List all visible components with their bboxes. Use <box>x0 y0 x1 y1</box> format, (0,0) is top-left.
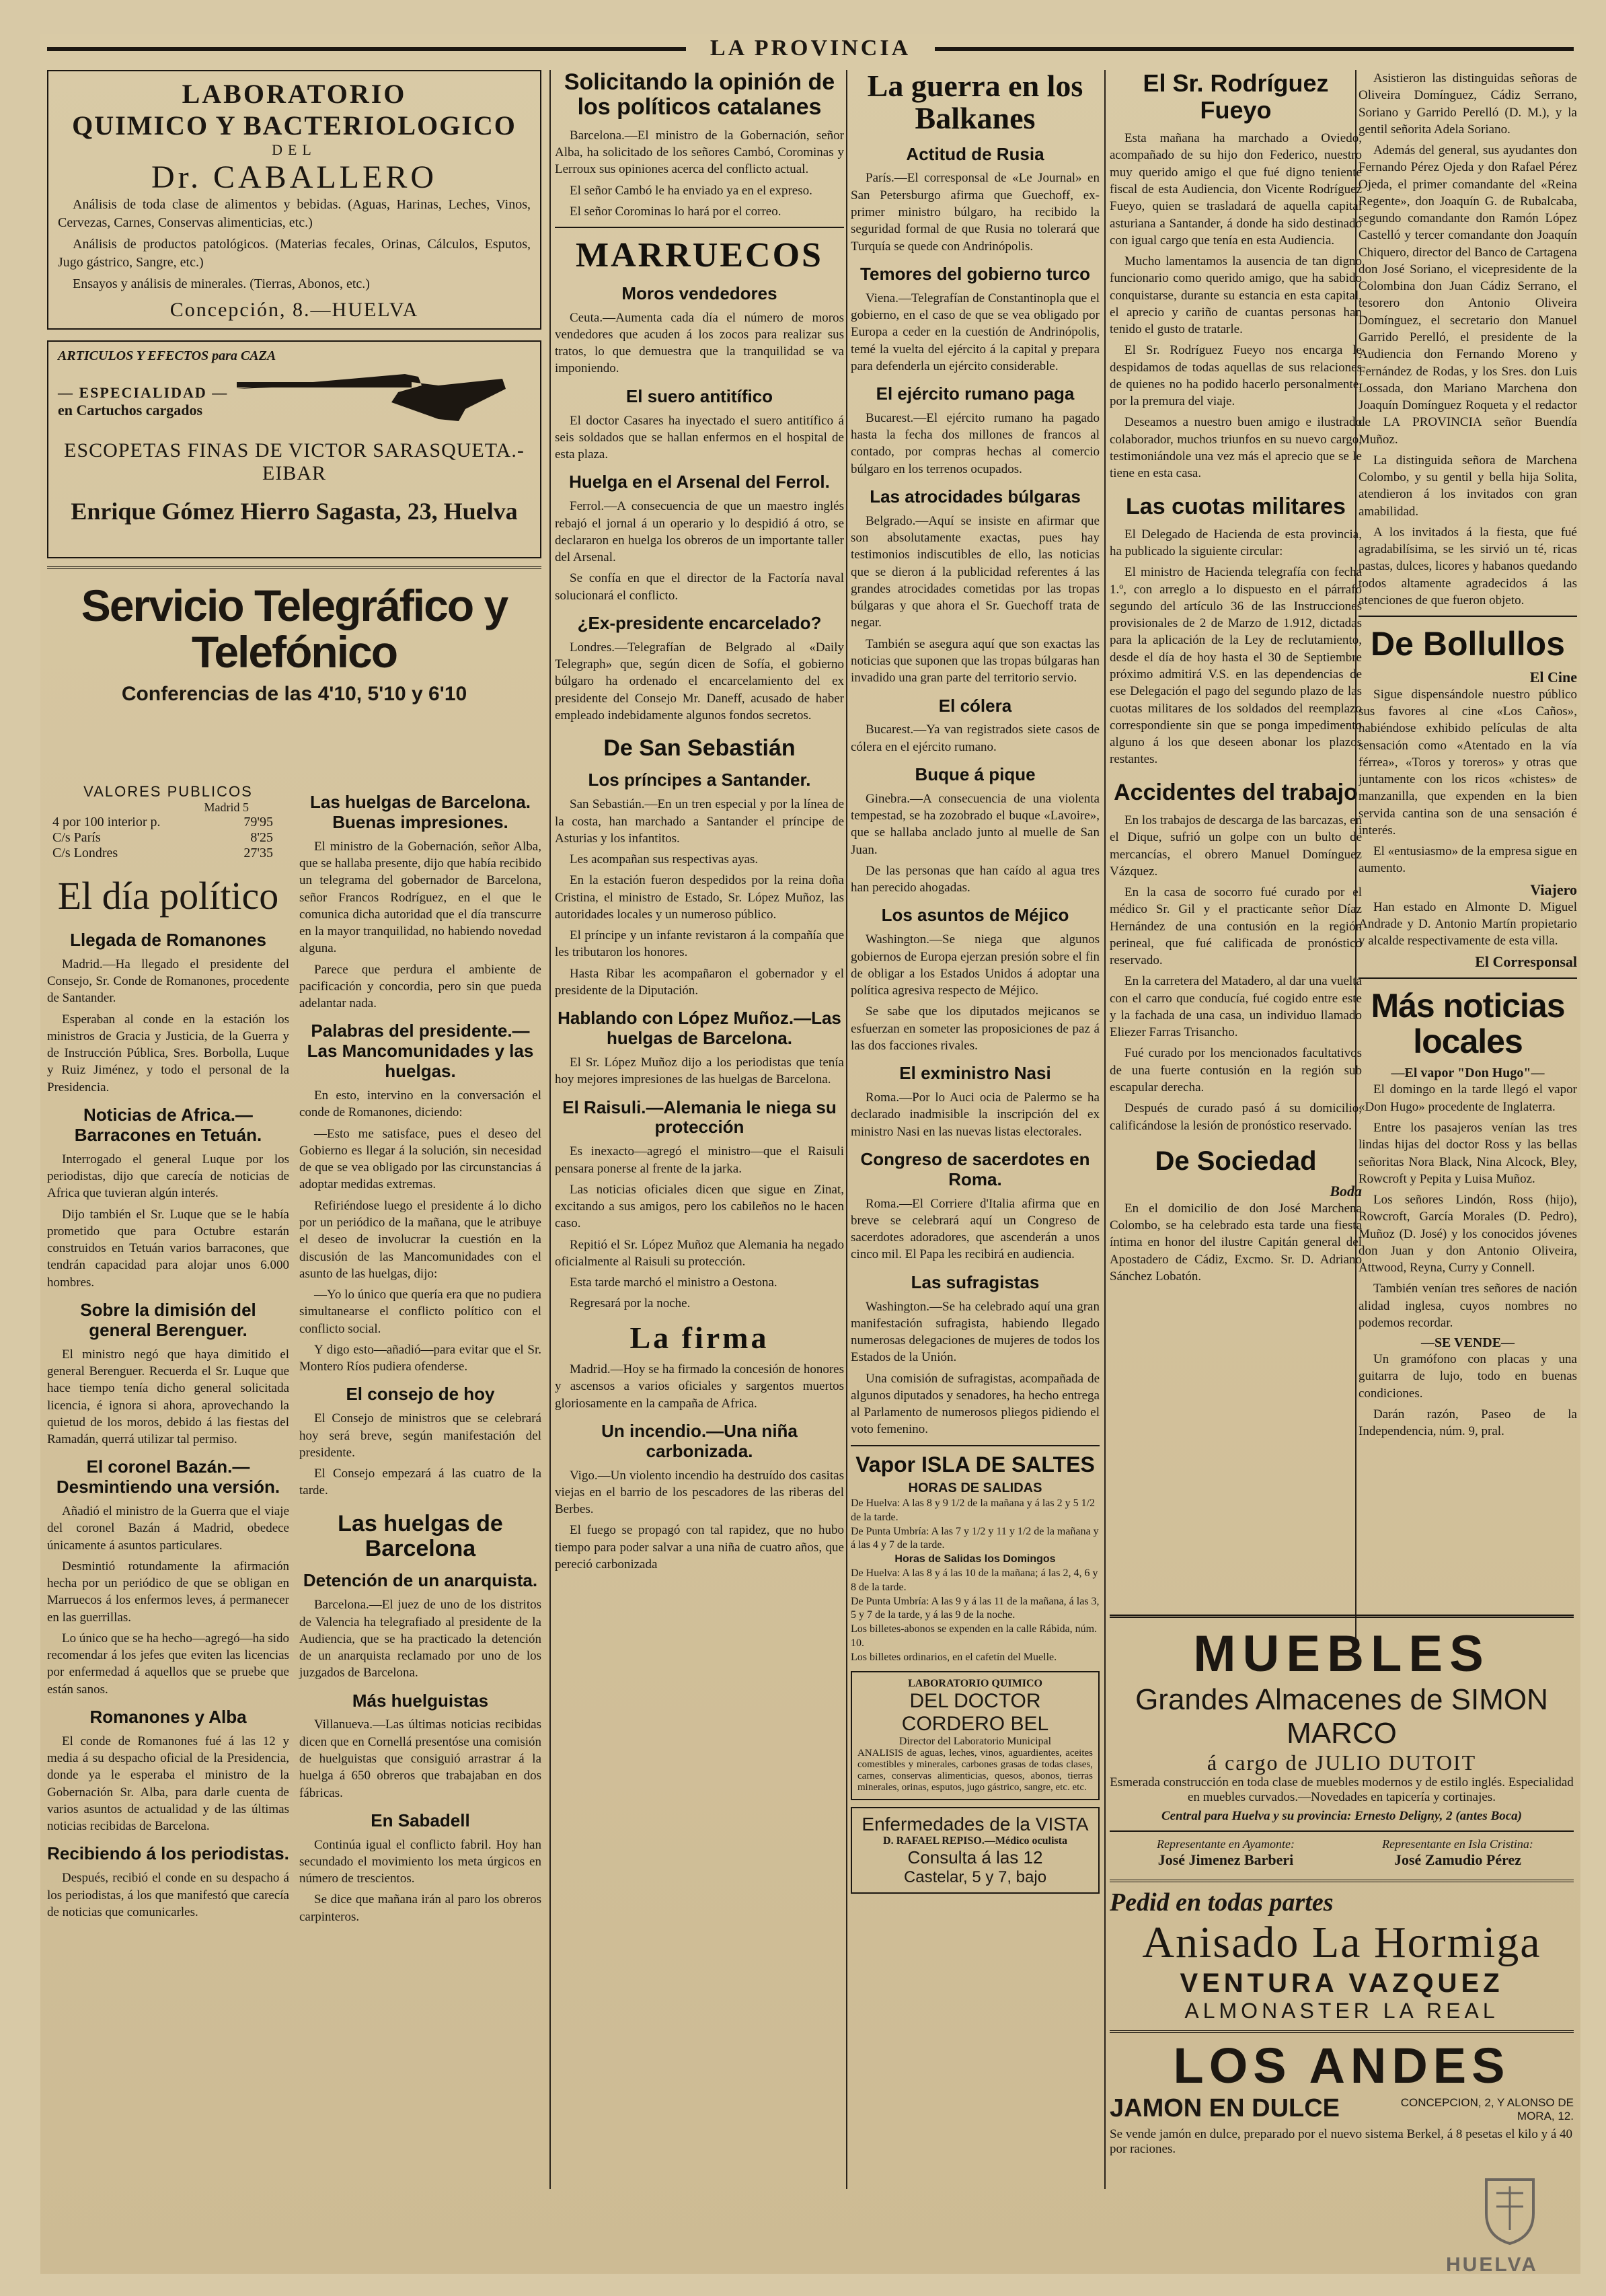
article-text: El señor Corominas lo hará por el correo. <box>570 204 781 219</box>
headline: Las sufragistas <box>911 1271 1040 1292</box>
anisado-pedid: Pedid en todas partes <box>1110 1888 1334 1917</box>
headline: Más noticias locales <box>1371 987 1565 1060</box>
headline: Moros vendedores <box>621 283 777 303</box>
hunting-ad-line1: ARTICULOS Y EFECTOS para CAZA <box>58 348 276 363</box>
subheadline: —El vapor "Don Hugo"— <box>1391 1066 1545 1081</box>
headline: Los príncipes a Santander. <box>588 770 811 790</box>
article-text: El Delegado de Hacienda de esta provincia, ha publicado la siguiente circular: <box>1110 527 1362 559</box>
article-text: El Sr. Rodríguez Fueyo nos encarga le despidamos de todas aquellas de sus relaciones de quienes no ha podido hacerlo personalmente, por la premura del viaje. <box>1110 343 1362 409</box>
ferry-schedule-title: HORAS DE SALIDAS <box>908 1480 1042 1495</box>
ferry-schedule-line: Los billetes-abonos se expenden en la calle Rábida, núm. 10. <box>851 1623 1098 1649</box>
headline: El Raisuli.—Alemania le niega su protección <box>562 1097 837 1138</box>
signature: El Corresponsal <box>1475 953 1577 971</box>
muebles-almacenes: Grandes Almacenes de SIMON MARCO <box>1135 1683 1548 1750</box>
article-text: Washington.—Se ha celebrado aquí una gran manifestación sufragista, habiendo llegado numerosas delegaciones de mujeres de todos los Estados de la Unión. <box>851 1299 1100 1365</box>
headline: El coronel Bazán.—Desmintiendo una versión. <box>56 1456 280 1497</box>
article-text: El ministro negó que haya dimitido el general Berenguer. Recuerda el Sr. Luque que hace tiempo tenía dicho general solicitada licencia, é ignora si ahora, aprovechando la quietud de los moros, debido á las fiestas del Ramadán, querrá utilizar tal permiso. <box>47 1347 289 1447</box>
article-text: En la casa de socorro fué curado por el médico Sr. Gil y el practicante señor Díaz Hernández de una contusión en la región perineal, que fué calificada de pronóstico reservado. <box>1110 885 1362 968</box>
rep-name: José Jimenez Barberi <box>1157 1851 1294 1868</box>
anisado-ad <box>1110 1880 1574 2024</box>
article-text: Esperaban al conde en la estación los ministros de Gracia y Justicia, de la Guerra y de Instrucción Pública, Sres. Borbolla, Luque y Ruiz Jiménez, y todo el personal de la Presidencia. <box>47 1012 289 1095</box>
headline: Un incendio.—Una niña carbonizada. <box>601 1420 798 1461</box>
article-text: Madrid.—Hoy se ha firmado la concesión de honores y ascensos a varios oficiales y sargentos muertos gloriosamente en la campaña de Africa. <box>555 1362 844 1411</box>
article-text: El señor Cambó le ha enviado ya en el expreso. <box>570 183 812 198</box>
article-text: Desmintió rotundamente la afirmación hecha por un periódico de que se obligan en Marruecos á los enfermos leves, á permanecer en las guerrillas. <box>47 1559 289 1625</box>
valores-value: 8'25 <box>250 830 273 845</box>
article-text: En esto, intervino en la conversación el conde de Romanones, diciendo: <box>299 1088 541 1120</box>
article-text: Vigo.—Un violento incendio ha destruído dos casitas viejas en el barrio de los pescadores de las riberas del Berbes. <box>555 1468 844 1517</box>
headline: Actitud de Rusia <box>906 143 1044 164</box>
headline: Las huelgas de Barcelona. Buenas impresiones. <box>309 792 531 832</box>
article-text: A los invitados á la fiesta, que fué agradabilísima, se les sirvió un té, ricas pastas, dulces, licores y habanos quedando todos altamente agradecidos á las atenciones de que fueron objeto. <box>1359 525 1577 607</box>
headline: Hablando con López Muñoz.—Las huelgas de Barcelona. <box>558 1008 841 1049</box>
lab-ad-line1: LABORATORIO <box>182 79 407 109</box>
watermark: HUELVA <box>1446 2254 1538 2276</box>
article-text: Fué curado por los mencionados facultativos de una fuerte contusión en la región sub escapular derecha. <box>1110 1046 1362 1095</box>
headline: De Bollullos <box>1371 625 1565 663</box>
article-text: Parece que perdura el ambiente de pacificación y concordia, pero sin que pueda adelantar nada. <box>299 962 541 1011</box>
cordero-title1: LABORATORIO QUIMICO <box>908 1678 1042 1690</box>
article-text: Ginebra.—A consecuencia de una violenta tempestad, se ha zozobrado el buque «Lavoire», que se hallaba anclado junto al muelle de San Juan. <box>851 791 1100 857</box>
article-text: Es inexacto—agregó el ministro—que el Raisuli pensara ponerse al frente de la jarka. <box>555 1144 844 1176</box>
article-text: Madrid.—Ha llegado el presidente del Consejo, Sr. Conde de Romanones, procedente de Santander. <box>47 957 289 1006</box>
rep-ayamonte <box>1110 1837 1342 1869</box>
hunting-ad-cartuchos: en Cartuchos cargados <box>58 401 203 418</box>
article-text: Bucarest.—Ya van registrados siete casos de cólera en el ejército rumano. <box>851 723 1100 754</box>
headline: Las huelgas de Barcelona <box>338 1510 503 1561</box>
headline: Solicitando la opinión de los políticos catalanes <box>564 70 835 120</box>
article-text: Sigue dispensándole nuestro público sus favores al cine «Los Caños», habiéndose exhibido películas de alta sensación como «Atentado en la vía férrea», «Toros y toreros» y otras que juntamente con los ricos «chistes» de manzanilla, que expenden en la bien servida cantina son de una sensación é interés. <box>1359 687 1577 838</box>
telegraph-subtitle: Conferencias de las 4'10, 5'10 y 6'10 <box>121 682 467 705</box>
article-text: Se confía en que el director de la Factoría naval solucionará el conflicto. <box>555 571 844 603</box>
muebles-ad <box>1110 1615 1574 1869</box>
article-text: Refiriéndose luego el presidente á lo dicho por un periódico de la mañana, que le atribuye el deseo de involucrar la cuestión en la discusión de las Mancomunidades con el asunto de las huelgas, dijo: <box>299 1198 541 1281</box>
article-text: Deseamos a nuestro buen amigo e ilustrado colaborador, muchos triunfos en su nuevo cargo, testimoniándole una vez más el aprecio que se le tiene en esta casa. <box>1110 415 1362 481</box>
article-text: En el domicilio de don José Marchena Colombo, se ha celebrado esta tarde una fiesta íntima en honor del ilustre Capitán general del Apostadero de Cádiz, Excmo. Sr. D. Adriano Sánchez Lobatón. <box>1110 1201 1362 1284</box>
headline: Las cuotas militares <box>1126 493 1346 519</box>
article-text: —Yo lo único que quería era que no pudiera simultanearse el conflicto político con el conflicto social. <box>299 1288 541 1336</box>
article-text: El «entusiasmo» de la empresa sigue en aumento. <box>1359 844 1577 876</box>
laboratory-ad <box>47 70 541 330</box>
article-text: El ministro de la Gobernación, señor Alba, que se hallaba presente, dijo que había recibido un telegrama del gobernador de Barcelona, señor Francos Rodríguez, en el que le comunica dicha autoridad que el día transcurre en la mayor tranquilidad, no habiendo novedad alguna. <box>299 839 541 956</box>
ferry-schedule-line: De Punta Umbría: A las 9 y á las 11 de la mañana, á las 3, 5 y 7 de la tarde, y á las 9 de la noche. <box>851 1595 1100 1621</box>
vista-address: Castelar, 5 y 7, bajo <box>903 1868 1047 1887</box>
headline: De Sociedad <box>1155 1146 1317 1176</box>
headline: ¿Ex-presidente encarcelado? <box>577 612 822 633</box>
masthead-title: LA PROVINCIA <box>710 36 911 61</box>
muebles-title: MUEBLES <box>1193 1625 1490 1682</box>
subheadline: —SE VENDE— <box>1420 1335 1515 1351</box>
article-text: Repitió el Sr. López Muñoz que Alemania ha negado oficialmente al Raisuli su protección. <box>555 1237 844 1269</box>
valores-row <box>47 815 289 830</box>
headline: Recibiendo á los periodistas. <box>47 1843 289 1864</box>
article-text: El Consejo empezará á las cuatro de la tarde. <box>299 1467 541 1498</box>
column-5 <box>1359 70 1577 1610</box>
andes-text: Se vende jamón en dulce, preparado por el nuevo sistema Berkel, á 8 pesetas el kilo y á 40 por raciones. <box>1110 2127 1572 2156</box>
article-text: Mucho lamentamos la ausencia de tan digno funcionario como querido amigo, que ha sabido conquistarse, durante su estancia en esta capital, el aprecio y cariño de cuantas personas han tenido el gusto de tratarle. <box>1110 254 1362 337</box>
article-text: Los señores Lindón, Ross (hijo), Rowcroft, García Morales (D. Pedro), Muñoz (D. José) y los conocidos jóvenes don Juan y don Antonio Oliveira, Attwood, Reyna, Curry y Connell. <box>1359 1193 1577 1275</box>
headline: El Sr. Rodríguez Fueyo <box>1143 70 1329 124</box>
vista-ad <box>851 1807 1100 1894</box>
article-text: Se sabe que los diputados mejicanos se esfuerzan en someter las proposiciones de paz á las dos facciones rivales. <box>851 1004 1100 1053</box>
headline: El exministro Nasi <box>899 1063 1051 1084</box>
article-text: Después, recibió el conde en su despacho á los periodistas, á los que manifestó que carecía de noticias que comunicarles. <box>47 1871 289 1919</box>
headline: Sobre la dimisión del general Berenguer. <box>80 1299 256 1340</box>
article-text: De las personas que han caído al agua tres han perecido ahogadas. <box>851 863 1100 895</box>
headline: El suero antitífico <box>625 385 773 406</box>
ferry-schedule <box>851 1479 1100 1665</box>
article-text: San Sebastián.—En un tren especial y por la línea de la costa, han marchado a Santander el príncipe de Asturias y los infantitos. <box>555 797 844 846</box>
headline: Detención de un anarquista. <box>303 1570 538 1591</box>
telegraph-title: Servicio Telegráfico y Telefónico <box>81 580 508 677</box>
ferry-schedule-line: De Punta Umbría: A las 7 y 1/2 y 11 y 1/2 de la mañana y á las 4 y 7 de la tarde. <box>851 1525 1099 1551</box>
article-text: El doctor Casares ha inyectado el suero antitífico á seis soldados que se hallan enfermos en el hospital de esta plaza. <box>555 413 844 462</box>
ferry-ad-title: Vapor ISLA DE SALTES <box>855 1452 1095 1477</box>
dia-politico-title: El día político <box>57 874 279 918</box>
shotgun-icon <box>237 362 506 422</box>
article-text: Las noticias oficiales dicen que sigue en Zinat, excitando a sus amigos, pero los cabileños no le hacen caso. <box>555 1182 844 1231</box>
section-rule <box>1359 616 1577 617</box>
article-text: Viena.—Telegrafían de Constantinopla que el gobierno, en el caso de que se vea obligado por Europa a ceder en la cuestión de Andrinópolis, temé la vuelta del ejército á la capital y prepara para defenderla un ejército considerable. <box>851 291 1100 373</box>
article-text: Esta mañana ha marchado a Oviedo, acompañado de su hijo don Federico, nuestro muy querido amigo el que fué digno teniente fiscal de esta Audiencia, don Vicente Rodríguez Fueyo, quien se trasladará de aquella capital asturiana a Santander, á donde ha sido destinado con igual cargo que tenía en esta Audiencia. <box>1110 131 1362 248</box>
lab-ad-address: Concepción, 8.—HUELVA <box>169 298 419 321</box>
cordero-sub: Director del Laboratorio Municipal <box>898 1736 1052 1748</box>
muebles-cargo: á cargo de JULIO DUTOIT <box>1207 1750 1477 1775</box>
section-rule <box>47 566 541 569</box>
article-text: Belgrado.—Aquí se insiste en afirmar que son absolutamente exactas, pues hay testimonios indiscutibles de ello, las noticias que se dieron á la publicidad referentes á las grandes atrocidades cometidas por las tropas búlgaras y que ahora el Sr. Guechoff trata de negar. <box>851 513 1100 630</box>
muebles-representatives <box>1110 1830 1574 1869</box>
cordero-lab-ad <box>851 1671 1100 1800</box>
headline: Congreso de sacerdotes en Roma. <box>860 1148 1090 1189</box>
valores-row <box>47 830 289 846</box>
article-text: Villanueva.—Las últimas noticias recibidas dicen que en Cornellá presentóse una comisión de huelguistas que consiguió arrastrar á la huelga á 650 obreros que trabajaban en dos fábricas. <box>299 1717 541 1800</box>
ferry-schedule-line: De Huelva: A las 8 y 9 1/2 de la mañana y á las 2 y 5 1/2 de la tarde. <box>851 1497 1096 1523</box>
headline: El ejército rumano paga <box>876 383 1075 404</box>
article-text: El conde de Romanones fué á las 12 y media á su despacho oficial de la Presidencia, donde ya le esperaba el ministro de la Gobernación Sr. Alba, para darle cuenta de varios asuntos de actualidad y de las últimas noticias recibidas de Barcelona. <box>47 1734 289 1834</box>
article-text: Barcelona.—El juez de uno de los distritos de Valencia ha telegrafiado al presidente de la Audiencia, que se ha practicado la detención de un anarquista reclamado por uno de los juzgados de Barcelona. <box>299 1598 541 1680</box>
headline: Buque á pique <box>915 764 1036 784</box>
headline: En Sabadell <box>371 1810 470 1830</box>
valores-row <box>47 846 289 861</box>
section-rule <box>1359 977 1577 979</box>
valores-value: 27'35 <box>243 846 273 860</box>
lab-ad-line2: QUIMICO Y BACTERIOLOGICO <box>72 110 517 141</box>
bottom-ads <box>1110 1615 1574 2157</box>
column-rule <box>549 70 551 2189</box>
andes-row <box>1110 2094 1574 2123</box>
article-text: Roma.—Por lo Auci ocia de Palermo se ha declarado inadmisible la inscripción del ex ministro Nasi en las nuevas listas electorales. <box>851 1090 1100 1139</box>
anisado-ventura: VENTURA VAZQUEZ <box>1180 1968 1504 1998</box>
ferry-schedule-line: De Huelva: A las 8 y á las 10 de la mañana; á las 2, 4, 6 y 8 de la tarde. <box>851 1567 1098 1593</box>
column-1-left <box>47 783 289 1925</box>
article-text: El príncipe y un infante revistaron á la compañía que les tributaron los honores. <box>555 928 844 960</box>
article-text: Entre los pasajeros venían las tres lindas hijas del doctor Ross y las bellas señoritas Nora Black, Nina Alcock, Bley, Rowcroft y Pepita y Luisa Muñoz. <box>1359 1120 1577 1186</box>
andes-title: LOS ANDES <box>1173 2038 1511 2094</box>
article-text: Bucarest.—El ejército rumano ha pagado hasta la fecha dos millones de francos al contado, por compras hechas al comercio búlgaro en los terrenos ocupados. <box>851 410 1100 476</box>
article-text: Han estado en Almonte D. Miguel Andrade y D. Antonio Martín propietario y alcalde respectivamente de esta villa. <box>1359 899 1577 949</box>
valores-label: C/s Londres <box>52 846 118 860</box>
article-text: En los trabajos de descarga de las barcazas, en el Dique, sufrió un golpe con un bulto de mercancías, el obrero Manuel Domínguez Vázquez. <box>1110 813 1362 879</box>
coat-of-arms-icon <box>1480 2173 1540 2247</box>
column-4 <box>1110 70 1362 1610</box>
headline: Romanones y Alba <box>89 1707 247 1727</box>
rep-name: José Zamudio Pérez <box>1393 1851 1521 1868</box>
article-text: El Sr. López Muñoz dijo a los periodistas que tenía hoy mejores impresiones de las huelgas de Barcelona. <box>555 1056 844 1087</box>
headline: La guerra en los Balkanes <box>867 70 1083 136</box>
hunting-ad-escopetas: ESCOPETAS FINAS DE VICTOR SARASQUETA.-EIBAR <box>64 439 525 484</box>
cordero-title2: DEL DOCTOR CORDERO BEL <box>901 1690 1049 1736</box>
rep-label: Representante en Isla Cristina: <box>1382 1837 1533 1851</box>
column-rule <box>846 70 847 2189</box>
masthead <box>40 34 1580 63</box>
section-rule <box>555 227 844 228</box>
article-text: Washington.—Se niega que algunos gobiernos de Europa ejerzan presión sobre el fin de obligar a los Estados Unidos á adoptar una política agresiva respecto de Méjico. <box>851 932 1100 998</box>
hunting-ad-especialidad: — ESPECIALIDAD — <box>58 383 229 401</box>
article-text: Regresará por la noche. <box>570 1296 691 1311</box>
headline: El cólera <box>938 695 1012 716</box>
vista-hours: Consulta á las 12 <box>907 1847 1043 1868</box>
column-1-right <box>299 783 541 1929</box>
headline: De San Sebastián <box>603 735 796 762</box>
article-text: Londres.—Telegrafían de Belgrado al «Daily Telegraph» que, según dicen de Sofía, el gobierno búlgaro ha ordenado el encarcelamiento del ex presidente del Consejo Mr. Daneff, acusado de haber empleado indebidamente algunos fondos secretos. <box>555 640 844 723</box>
subheadline: Viajero <box>1530 881 1577 898</box>
article-text: El ministro de Hacienda telegrafía con fecha 1.º, con arreglo a lo dispuesto en el párrafo segundo del artículo 36 de las Instrucciones provisionales de 2 de Marzo de 1.912, dictadas para la aplicación de la Ley de reclutamiento, desde el día de hoy hasta el 30 de Septiembre próximo admitirá V.S. en las dependencias de ese Delegación el pago del segundo plazo de las cuotas militares de los soldados del reemplazo correspondiente sin que se ponga impedimento alguno á los que deseen abonar los plazos restantes. <box>1110 565 1362 767</box>
headline: Las atrocidades búlgaras <box>870 486 1081 507</box>
headline: Los asuntos de Méjico <box>881 905 1069 926</box>
anisado-almonaster: ALMONASTER LA REAL <box>1184 1999 1499 2023</box>
article-text: Ferrol.—A consecuencia de que un maestro inglés rebajó el jornal á un operario y lo despidió á otro, se declararon en huelga los obreros de un importante taller del Arsenal. <box>555 499 844 565</box>
column-rule <box>1104 70 1106 2189</box>
article-text: Una comisión de sufragistas, acompañada de algunos diputados y senadores, ha hecho entrega al Parlamento de numerosos pliegos pidiendo el voto femenino. <box>851 1371 1100 1437</box>
ferry-schedule-line: Horas de Salidas los Domingos <box>894 1553 1056 1565</box>
cordero-body: ANALISIS de aguas, leches, vinos, aguardientes, aceites comestibles y minerales, carbones grasas de todas clases, carnes, conservas alimenticias, quesos, abonos, tierras minerales, orinas, esputos, jugo gástrico, sangre, etc. etc. <box>857 1748 1093 1793</box>
article-text: Y digo esto—añadió—para evitar que el Sr. Montero Ríos pudiera ofenderse. <box>299 1342 541 1374</box>
article-text: Asistieron las distinguidas señoras de Oliveira Domínguez, Cádiz Serrano, Soriano y Garrido Perelló (D. M.), y la gentil señorita Adela Soriano. <box>1359 71 1577 137</box>
subheadline: El Cine <box>1529 668 1577 686</box>
article-text: —Esto me satisface, pues el deseo del Gobierno es llegar á la solución, sin necesidad de que se vea obligado por las circunstancias á adoptar medidas extremas. <box>299 1126 541 1192</box>
article-text: Darán razón, Paseo de la Independencia, núm. 9, pral. <box>1359 1407 1577 1439</box>
valores-value: 79'95 <box>243 815 273 829</box>
headline: La firma <box>629 1320 769 1355</box>
andes-ad <box>1110 2030 1574 2157</box>
valores-label: 4 por 100 interior p. <box>52 815 161 829</box>
article-text: En la estación fueron despedidos por la reina doña Cristina, el ministro de Estado, Sr. López Muñoz, las autoridades locales y un numeroso público. <box>555 873 844 922</box>
muebles-desc: Esmerada construcción en toda clase de muebles modernos y de estilo inglés. Especialidad en muebles curvados.—Novedades en tapicería y cortinajes. <box>1110 1775 1574 1804</box>
ferry-schedule-line: Los billetes ordinarios, en el cafetín del Muelle. <box>851 1651 1057 1663</box>
rep-label: Representante en Ayamonte: <box>1157 1837 1295 1851</box>
article-text: El fuego se propagó con tal rapidez, que no hubo tiempo para poder salvar a una niña de cuatro años, que pereció carbonizada <box>555 1523 844 1571</box>
article-text: Lo único que se ha hecho—agregó—ha sido recomendar á los jefes que eviten las licencias por enfermedad á aquellos que se pruebe que están sanos. <box>47 1631 289 1697</box>
headline: Noticias de Africa.—Barracones en Tetuán. <box>74 1105 262 1145</box>
article-text: Dijo también el Sr. Luque que se le había prometido que para Octubre estarán construidos en Tetuán varios barracones, que tendrán capacidad para alojar unos 6.000 hombres. <box>47 1207 289 1290</box>
section-rule <box>851 1445 1100 1446</box>
article-text: El Consejo de ministros que se celebrará hoy será breve, según manifestación del presidente. <box>299 1411 541 1460</box>
article-text: Interrogado el general Luque por los periodistas, dijo que carecía de noticias de Africa que tuvieran algún interés. <box>47 1152 289 1201</box>
subheadline: Boda <box>1330 1182 1362 1199</box>
column-2 <box>555 70 844 2263</box>
article-text: Continúa igual el conflicto fabril. Hoy han secundado el movimiento los meta úrgicos en número de trescientos. <box>299 1837 541 1886</box>
valores-label: C/s París <box>52 830 101 845</box>
article-text: Además del general, sus ayudantes don Fernando Pérez Ojeda y don Rafael Pérez Ojeda, el primer comandante del «Reina Regente», don Joaquín G. de Rubalcaba, segundo comandante don Ramón López Castelló y tercer comandante don Joaquín Chiquero, director del Banco de Cartagena don José Soriano, el vicepresidente de la Colombina don Juan Cádiz Serrano, el tesorero don Antonio Oliveira Domínguez, el secretario don Manuel Garrido Perelló, el presidente de la Audiencia don Fernando Moreno y Fernández de Rodas, y los Sres. don Luis Lossada, don Mariano Marchena don Joaquín Domínguez Roqueta y el redactor de LA PROVINCIA señor Buendía Muñoz. <box>1359 143 1577 447</box>
article-text: También venían tres señores de nación alidad inglesa, cuyos nombres no podemos recordar. <box>1359 1282 1577 1330</box>
rep-isla-cristina <box>1342 1837 1574 1869</box>
vista-doctor: D. RAFAEL REPISO.—Médico oculista <box>883 1835 1067 1847</box>
article-text: Añadió el ministro de la Guerra que el viaje del coronel Bazán á Madrid, obedece únicamente á asuntos particulares. <box>47 1504 289 1553</box>
article-text: Roma.—El Corriere d'Italia afirma que en breve se celebrará aquí un Congreso de sacerdotes adoradores, que ascenderán a unos cinco mil. El Papa les recibirá en audiencia. <box>851 1196 1100 1262</box>
valores-title: VALORES PUBLICOS <box>83 783 253 800</box>
lab-ad-line3: DEL <box>272 141 317 158</box>
lab-ad-p2: Análisis de productos patológicos. (Materias fecales, Orinas, Cálculos, Esputos, Jugo gástrico, Sangre, etc.) <box>58 237 531 270</box>
article-text: En la carretera del Matadero, al dar una vuelta con el carro que conducía, fué cogido entre este y la fachada de una casa, un individuo llamado Eliezer Farras Trisancho. <box>1110 974 1362 1040</box>
newspaper-page <box>40 34 1580 2274</box>
andes-jamon: JAMON EN DULCE <box>1110 2094 1340 2122</box>
hunting-ad-address: Enrique Gómez Hierro Sagasta, 23, Huelva <box>71 497 518 525</box>
article-text: Un gramófono con placas y una guitarra de lujo, todo en buenas condiciones. <box>1359 1352 1577 1401</box>
lab-ad-line4: Dr. CABALLERO <box>151 159 437 195</box>
headline: Accidentes del trabajo <box>1114 779 1358 805</box>
article-text: Hasta Ribar les acompañaron el gobernador y el presidente de la Diputación. <box>555 966 844 998</box>
article-text: Después de curado pasó á su domicilio, calificándose la lesión de pronóstico reservado. <box>1110 1101 1362 1133</box>
headline: El consejo de hoy <box>346 1384 495 1405</box>
column-3 <box>851 70 1100 2263</box>
article-text: El domingo en la tarde llegó el vapor «Don Hugo» procedente de Inglaterra. <box>1359 1082 1577 1114</box>
article-text: La distinguida señora de Marchena Colombo, y su gentil y bella hija Solita, atendieron á los invitados con gran amabilidad. <box>1359 453 1577 519</box>
vista-title: Enfermedades de la VISTA <box>862 1814 1089 1835</box>
article-text: París.—El corresponsal de «Le Journal» en San Petersburgo afirma que Guechoff, ex-primer ministro búlgaro, ha recibido la seguridad formal de que Rusia no tolerará que Turquía se quede con Andrinópolis. <box>851 171 1100 254</box>
column-1 <box>47 70 541 2263</box>
andes-address: CONCEPCION, 2, Y ALONSO DE MORA, 12. <box>1400 2096 1574 2122</box>
article-text: Les acompañan sus respectivas ayas. <box>570 852 759 867</box>
hunting-ad <box>47 340 541 558</box>
headline: Más huelguistas <box>352 1690 489 1711</box>
lab-ad-p3: Ensayos y análisis de minerales. (Tierras, Abonos, etc.) <box>73 276 370 292</box>
valores-madrid: Madrid 5 <box>204 801 249 814</box>
lab-ad-p1: Análisis de toda clase de alimentos y bebidas. (Aguas, Harinas, Leches, Vinos, Cervezas, Carnes, Conservas alimenticias, etc.) <box>58 197 531 230</box>
anisado-title: Anisado La Hormiga <box>1142 1918 1541 1967</box>
article-text: Ceuta.—Aumenta cada día el número de moros vendedores que acuden á los zocos para realizar sus tratos, lo que demuestra que la tranquilidad se va imponiendo. <box>555 310 844 376</box>
headline: Llegada de Romanones <box>70 930 266 950</box>
article-text: Se dice que mañana irán al paro los obreros carpinteros. <box>299 1892 541 1924</box>
article-text: Esta tarde marchó el ministro a Oestona. <box>570 1275 777 1290</box>
article-text: Barcelona.—El ministro de la Gobernación, señor Alba, ha solicitado de los señores Cambó, Corominas y Lerroux sus opiniones acerca del conflicto actual. <box>555 128 844 177</box>
muebles-central: Central para Huelva y su provincia: Ernesto Deligny, 2 (antes Boca) <box>1161 1809 1523 1823</box>
headline: MARRUECOS <box>576 236 823 275</box>
headline: Temores del gobierno turco <box>860 263 1090 284</box>
headline: Palabras del presidente.—Las Mancomunidades y las huelgas. <box>307 1021 534 1082</box>
article-text: También se asegura aquí que son exactas las noticias que suponen que las tropas búlgaras han invadido una gran parte del territorio servio. <box>851 636 1100 686</box>
headline: Huelga en el Arsenal del Ferrol. <box>569 472 830 492</box>
